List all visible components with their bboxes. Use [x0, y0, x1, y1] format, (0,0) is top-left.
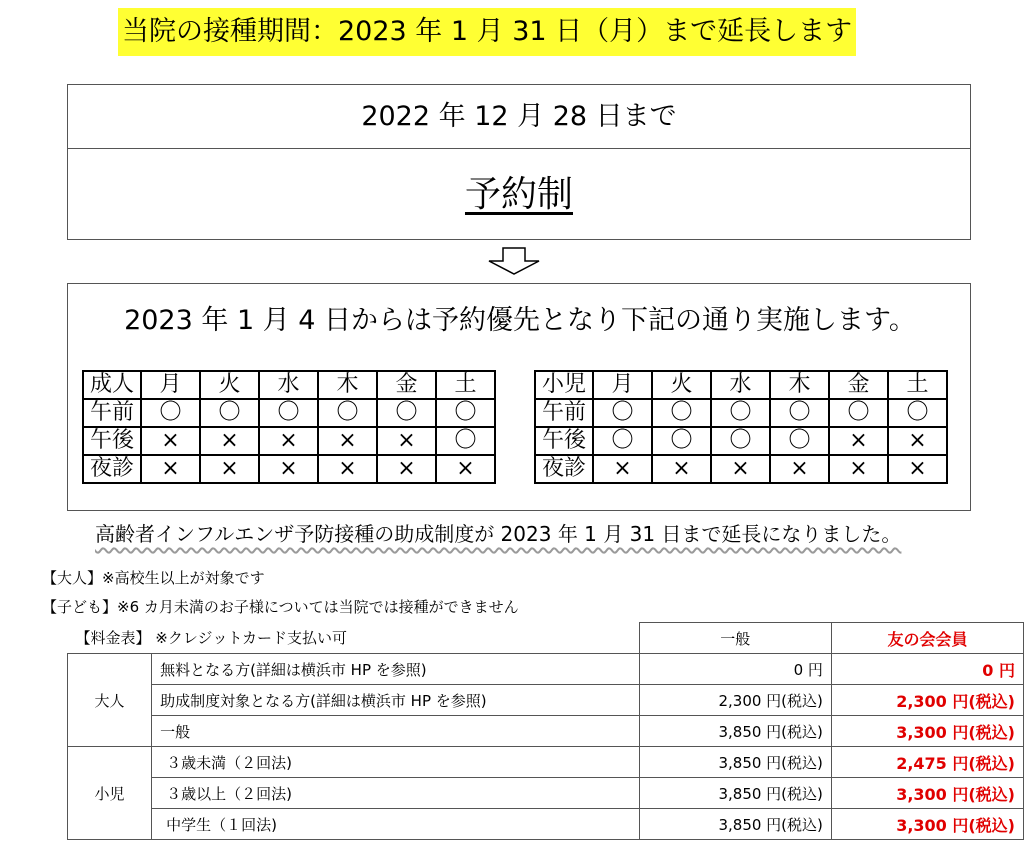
schedule-cell: ×	[318, 427, 377, 455]
reservation-period-box	[67, 84, 971, 240]
schedule-cell: ×	[888, 427, 947, 455]
member-price: 3,300 円(税込)	[831, 809, 1023, 840]
general-price: 2,300 円(税込)	[639, 685, 831, 716]
adult-eligibility-note: 【大人】※高校生以上が対象です	[42, 569, 265, 587]
day-header: 木	[770, 371, 829, 399]
day-header: 月	[141, 371, 200, 399]
schedule-cell: 〇	[711, 399, 770, 427]
day-header: 金	[377, 371, 436, 399]
schedule-cell: ×	[141, 455, 200, 483]
fee-description: 中学生（１回法)	[152, 809, 640, 840]
day-header: 火	[652, 371, 711, 399]
session-label: 午後	[83, 427, 141, 455]
member-column-header: 友の会会員	[831, 623, 1023, 654]
child-eligibility-note: 【子ども】※6 カ月未満のお子様については当院では接種ができません	[42, 598, 519, 616]
session-label: 午前	[535, 399, 593, 427]
day-header: 水	[259, 371, 318, 399]
schedule-cell: ×	[593, 455, 652, 483]
schedule-cell: ×	[200, 455, 259, 483]
table-header: 小児	[535, 371, 593, 399]
schedule-box	[67, 283, 971, 511]
day-header: 火	[200, 371, 259, 399]
schedule-cell: 〇	[652, 399, 711, 427]
fee-description: 一般	[152, 716, 640, 747]
schedule-cell: ×	[318, 455, 377, 483]
general-price: 3,850 円(税込)	[639, 716, 831, 747]
schedule-cell: ×	[259, 455, 318, 483]
schedule-cell: 〇	[259, 399, 318, 427]
general-price: 3,850 円(税込)	[639, 747, 831, 778]
general-column-header: 一般	[639, 623, 831, 654]
down-arrow-icon	[487, 247, 541, 275]
fee-description: 無料となる方(詳細は横浜市 HP を参照)	[152, 654, 640, 685]
fee-group-label: 大人	[68, 654, 152, 747]
page-headline: 当院の接種期間：2023 年 1 月 31 日（月）まで延長します	[118, 8, 856, 56]
schedule-cell: 〇	[652, 427, 711, 455]
general-price: 3,850 円(税込)	[639, 778, 831, 809]
schedule-cell: 〇	[770, 427, 829, 455]
fee-description: ３歳以上（２回法)	[152, 778, 640, 809]
schedule-cell: ×	[377, 427, 436, 455]
session-label: 午後	[535, 427, 593, 455]
day-header: 土	[436, 371, 495, 399]
session-label: 夜診	[83, 455, 141, 483]
period-until: 2022 年 12 月 28 日まで	[68, 85, 970, 149]
schedule-cell: 〇	[141, 399, 200, 427]
schedule-cell: ×	[377, 455, 436, 483]
schedule-cell: ×	[141, 427, 200, 455]
schedule-cell: ×	[200, 427, 259, 455]
adult-schedule-table	[82, 370, 496, 484]
schedule-cell: 〇	[593, 427, 652, 455]
session-label: 午前	[83, 399, 141, 427]
schedule-cell: 〇	[377, 399, 436, 427]
schedule-cell: ×	[259, 427, 318, 455]
table-header: 成人	[83, 371, 141, 399]
member-price: 2,300 円(税込)	[831, 685, 1023, 716]
schedule-cell: 〇	[829, 399, 888, 427]
day-header: 土	[888, 371, 947, 399]
member-price: 3,300 円(税込)	[831, 778, 1023, 809]
general-price: 0 円	[639, 654, 831, 685]
fee-description: 助成制度対象となる方(詳細は横浜市 HP を参照)	[152, 685, 640, 716]
schedule-cell: ×	[436, 455, 495, 483]
schedule-title: 2023 年 1 月 4 日からは予約優先となり下記の通り実施します。	[124, 305, 916, 336]
schedule-cell: 〇	[888, 399, 947, 427]
schedule-cell: ×	[829, 427, 888, 455]
day-header: 水	[711, 371, 770, 399]
member-price: 2,475 円(税込)	[831, 747, 1023, 778]
session-label: 夜診	[535, 455, 593, 483]
schedule-cell: 〇	[436, 427, 495, 455]
day-header: 月	[593, 371, 652, 399]
schedule-cell: ×	[711, 455, 770, 483]
fee-description: ３歳未満（２回法)	[152, 747, 640, 778]
fee-table-caption: 【料金表】 ※クレジットカード支払い可	[75, 629, 348, 648]
schedule-cell: 〇	[318, 399, 377, 427]
member-price: 3,300 円(税込)	[831, 716, 1023, 747]
schedule-cell: ×	[888, 455, 947, 483]
fee-group-label: 小児	[68, 747, 152, 840]
schedule-cell: ×	[652, 455, 711, 483]
schedule-cell: 〇	[593, 399, 652, 427]
schedule-cell: 〇	[711, 427, 770, 455]
reservation-system-label: 予約制	[464, 174, 573, 215]
fee-table	[67, 622, 1024, 840]
member-price: 0 円	[831, 654, 1023, 685]
child-schedule-table	[534, 370, 948, 484]
schedule-cell: ×	[829, 455, 888, 483]
subsidy-extension-note: 高齢者インフルエンザ予防接種の助成制度が 2023 年 1 月 31 日まで延長になりました。	[95, 522, 902, 546]
day-header: 木	[318, 371, 377, 399]
schedule-cell: 〇	[770, 399, 829, 427]
schedule-cell: 〇	[200, 399, 259, 427]
schedule-cell: 〇	[436, 399, 495, 427]
day-header: 金	[829, 371, 888, 399]
schedule-cell: ×	[770, 455, 829, 483]
general-price: 3,850 円(税込)	[639, 809, 831, 840]
